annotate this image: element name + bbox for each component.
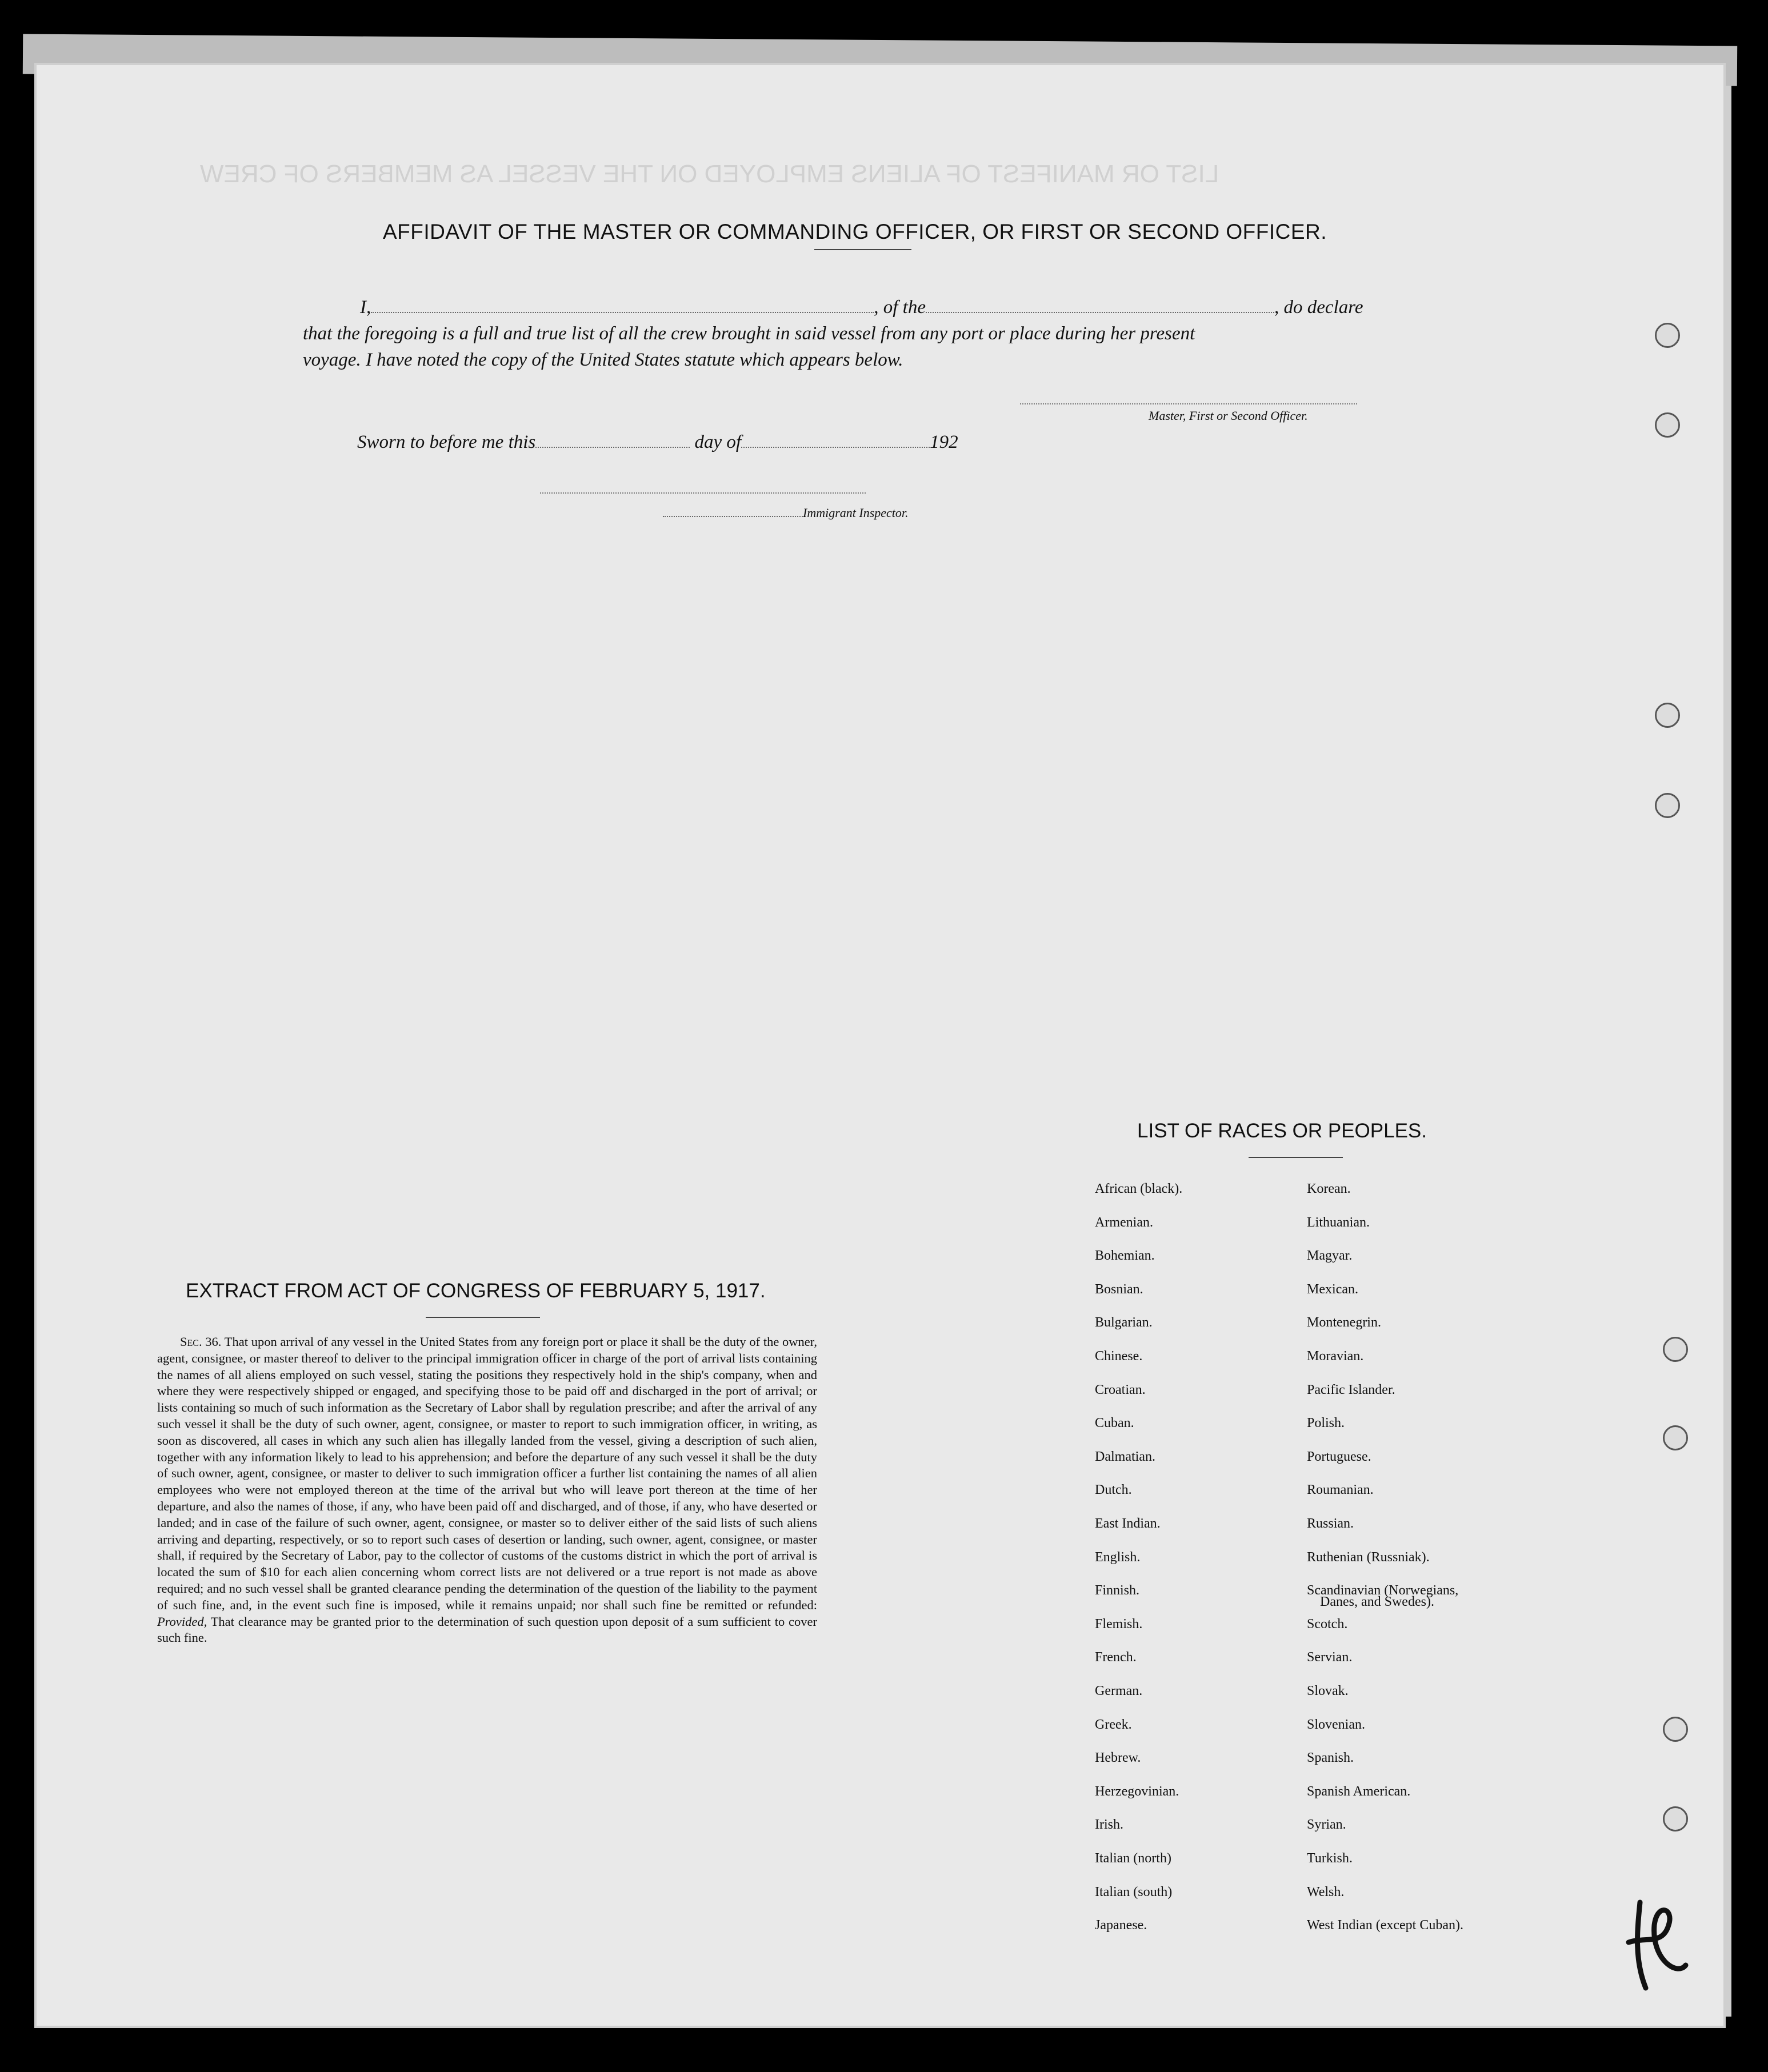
race-item: Pacific Islander. [1307, 1382, 1395, 1397]
extract-body [157, 1334, 817, 1646]
do-declare-label: , do declare [1274, 297, 1363, 318]
race-item: Spanish. [1307, 1750, 1354, 1766]
declarant-prefix: I, [360, 297, 371, 318]
race-item: Turkish. [1307, 1851, 1353, 1866]
master-signature-label: Master, First or Second Officer. [1149, 408, 1308, 423]
race-item: Roumanian. [1307, 1482, 1374, 1498]
vessel-name-field[interactable] [926, 312, 1274, 313]
race-item: Greek. [1095, 1717, 1132, 1732]
punch-hole [1663, 1717, 1688, 1742]
race-item: Armenian. [1095, 1215, 1153, 1230]
punch-hole [1655, 793, 1680, 818]
punch-hole [1655, 703, 1680, 728]
extract-text: That upon arrival of any vessel in the United States from any foreign port or place it shall be the duty of the owner, agent, consignee, or master thereof to deliver to the principal immigration officer in charge of the port of arrival lists containing the names of all aliens employed on such vessel, stating the positions they respectively hold in the ship's company, when and where they were respectively shipped or engaged, and specifying those to be paid off and discharged in the port of arrival; or lists containing so much of such information as the Secretary of Labor shall by regulation prescribe; and after the arrival of any such vessel it shall be the duty of such owner, agent, consignee, or master to report to such immigration officer, in writing, as soon as discovered, all cases in which any such alien has illegally landed from the vessel, giving a description of such alien, together with any information likely to lead to his apprehension; and before the departure of any such vessel it shall be the duty of such owner, agent, consignee, or master to deliver to such immigration officer a further list containing the names of all alien employees who were not employed thereon at the time of the arrival but who will leave port thereon at the time of her departure, and also the names of those, if any, who have been paid off and discharged, and of those, if any, who have deserted or landed; and in case of the failure of such owner, agent, consignee, or master so to deliver either of the said lists of such aliens arriving and departing, respectively, or so to report such cases of desertion or landing, such owner, agent, consignee, or master shall, if required by the Secretary of Labor, pay to the collector of customs of the customs district in which the port of arrival is located the sum of $10 for each alien concerning whom correct lists are not delivered or a true report is not made as above required; and no such vessel shall be granted clearance pending the determination of the question of the liability to the payment of such fine, and, in the event such fine is imposed, while it remains unpaid; nor shall such fine be remitted or refunded: [157, 1334, 818, 1612]
race-item: Chinese. [1095, 1349, 1143, 1364]
race-item: French. [1095, 1650, 1137, 1665]
race-item: Flemish. [1095, 1616, 1143, 1632]
race-item: Hebrew. [1095, 1750, 1141, 1766]
race-item: West Indian (except Cuban). [1307, 1918, 1463, 1933]
races-title-rule [1249, 1157, 1343, 1158]
race-item: Ruthenian (Russniak). [1307, 1549, 1430, 1565]
race-item: Croatian. [1095, 1382, 1146, 1397]
race-item: Finnish. [1095, 1583, 1140, 1598]
sworn-month-field[interactable] [741, 447, 930, 448]
punch-hole [1663, 1425, 1688, 1450]
race-item: Dalmatian. [1095, 1449, 1155, 1464]
race-item: Magyar. [1307, 1248, 1353, 1264]
sworn-line [357, 432, 958, 453]
inspector-signature-line[interactable] [540, 492, 866, 494]
race-item: Russian. [1307, 1516, 1354, 1531]
race-item: Spanish American. [1307, 1784, 1411, 1799]
extract-title: EXTRACT FROM ACT OF CONGRESS OF FEBRUARY 5, 1917. [186, 1280, 766, 1302]
affidavit-title: AFFIDAVIT OF THE MASTER OR COMMANDING OFFICER, OR FIRST OR SECOND OFFICER. [383, 220, 1327, 243]
race-item: African (black). [1095, 1181, 1183, 1196]
race-item: Scotch. [1307, 1616, 1348, 1632]
master-signature-line[interactable] [1020, 403, 1357, 404]
bleed-through-text: LIST OR MANIFEST OF ALIENS EMPLOYED ON THE VESSEL AS MEMBERS OF CREW [200, 160, 1219, 188]
race-item: Bohemian. [1095, 1248, 1155, 1264]
race-item: Polish. [1307, 1416, 1345, 1431]
race-item: Dutch. [1095, 1482, 1132, 1498]
race-item: Lithuanian. [1307, 1215, 1370, 1230]
race-item: German. [1095, 1684, 1143, 1698]
extract-tail: That clearance may be granted prior to the determination of such question upon deposit of a sum sufficient to cover such fine. [157, 1614, 818, 1645]
race-item: Scandinavian (Norwegians, [1307, 1583, 1459, 1598]
race-item: Servian. [1307, 1650, 1353, 1665]
inspector-label-row [663, 506, 909, 520]
of-the-label: , of the [874, 297, 926, 318]
sworn-label: Sworn to before me this [357, 432, 536, 452]
extract-title-rule [426, 1317, 540, 1318]
race-item: Korean. [1307, 1181, 1351, 1196]
race-item: Italian (north) [1095, 1851, 1171, 1866]
punch-hole [1663, 1337, 1688, 1362]
race-item: Cuban. [1095, 1416, 1134, 1431]
affidavit-line-3: voyage. I have noted the copy of the United States statute which appears below. [303, 350, 903, 370]
races-title: LIST OF RACES OR PEOPLES. [1137, 1120, 1427, 1142]
race-item: Syrian. [1307, 1817, 1346, 1833]
race-item: Irish. [1095, 1817, 1123, 1833]
section-number: Sec. 36. [180, 1334, 222, 1349]
affidavit-line-2: that the foregoing is a full and true list of all the crew brought in said vessel from any port or place during her present [303, 323, 1195, 344]
race-item: Mexican. [1307, 1281, 1358, 1297]
provided-word: Provided, [157, 1614, 207, 1629]
handwritten-mark [1623, 1891, 1691, 1999]
inspector-name-field[interactable] [663, 516, 803, 517]
affidavit-text [303, 294, 1389, 373]
declarant-name-field[interactable] [371, 312, 874, 313]
race-item: Welsh. [1307, 1884, 1345, 1899]
race-item: Bulgarian. [1095, 1315, 1153, 1330]
race-item: Slovenian. [1307, 1717, 1365, 1732]
race-item-continuation: Danes, and Swedes). [1320, 1594, 1434, 1609]
race-item: Bosnian. [1095, 1281, 1143, 1297]
race-item: Slovak. [1307, 1684, 1349, 1698]
race-item: English. [1095, 1549, 1141, 1565]
punch-hole [1663, 1806, 1688, 1831]
race-item: Italian (south) [1095, 1884, 1173, 1899]
year-label: 192 [930, 432, 958, 452]
race-item: Japanese. [1095, 1918, 1147, 1933]
race-item: Herzegovinian. [1095, 1784, 1179, 1799]
race-item: Montenegrin. [1307, 1315, 1381, 1330]
punch-hole [1655, 323, 1680, 348]
day-of-label: day of [694, 432, 742, 452]
title-rule [814, 249, 911, 250]
sworn-day-field[interactable] [535, 447, 690, 448]
race-item: Moravian. [1307, 1349, 1364, 1364]
inspector-label: Immigrant Inspector. [803, 506, 909, 520]
punch-hole [1655, 412, 1680, 438]
race-item: East Indian. [1095, 1516, 1161, 1531]
race-item: Portuguese. [1307, 1449, 1371, 1464]
